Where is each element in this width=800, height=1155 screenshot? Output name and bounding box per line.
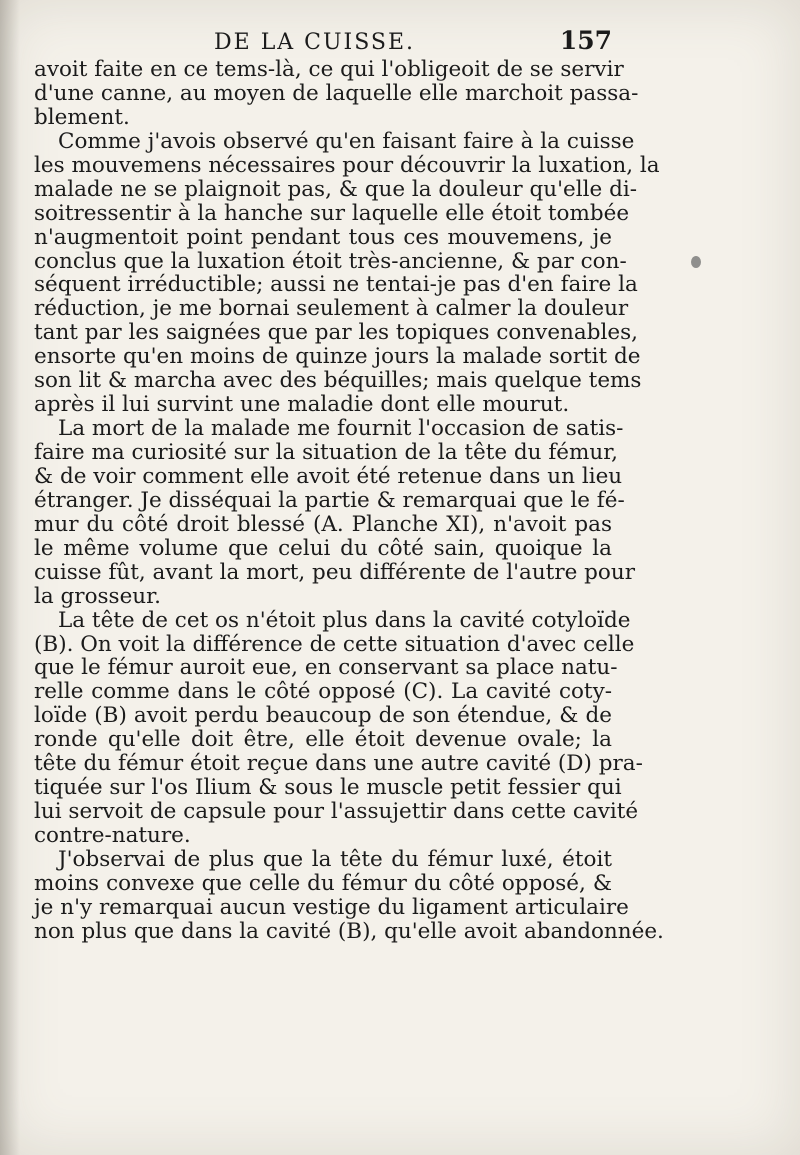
paragraph-first-line: J'observai de plus que la tête du fémur luxé, étoit [58, 846, 612, 872]
text-line: étranger. Je disséquai la partie & remarquai que le fé- [34, 487, 625, 513]
text-line: ensorte qu'en moins de quinze jours la malade sortit de [34, 344, 641, 370]
text-line: tête du fémur étoit reçue dans une autre cavité (D) pra- [34, 751, 643, 777]
text-line: malade ne se plaignoit pas, & que la douleur qu'elle di- [34, 176, 637, 202]
text-line: blement. [34, 104, 130, 130]
text-line: moins convexe que celle du fémur du côté opposé, & [34, 870, 612, 896]
text-line: contre-nature. [34, 823, 191, 848]
text-line: (B). On voit la différence de cette situation d'avec celle [34, 631, 635, 657]
text-line: tant par les saignées que par les topiques convenables, [34, 320, 638, 346]
text-line: soitressentir à la hanche sur laquelle elle étoit tombée [34, 200, 630, 226]
paragraph-first-line: Comme j'avois observé qu'en faisant faire à la cuisse [58, 128, 635, 154]
text-line: mur du côté droit blessé (A. Planche XI), n'avoit pas [34, 511, 612, 537]
text-line: son lit & marcha avec des béquilles; mais quelque tems [34, 368, 642, 394]
running-head: DE LA CUISSE. [214, 30, 416, 55]
text-line: conclus que la luxation étoit très-ancienne, & par con- [34, 248, 627, 274]
page-number: 157 [559, 26, 612, 55]
paragraph-first-line: La mort de la malade me fournit l'occasion de satis- [58, 416, 624, 442]
gutter-shadow [0, 0, 20, 1155]
page-header [34, 20, 612, 60]
text-line: le même volume que celui du côté sain, quoique la [34, 535, 612, 561]
text-line: cuisse fût, avant la mort, peu différente de l'autre pour [34, 559, 635, 585]
body-text [34, 57, 664, 944]
text-line: avoit faite en ce tems-là, ce qui l'obligeoit de se servir [34, 57, 624, 82]
text-line: la grosseur. [34, 583, 161, 609]
text-line: d'une canne, au moyen de laquelle elle marchoit passa- [34, 80, 639, 106]
text-line: séquent irréductible; aussi ne tentai-je pas d'en faire la [34, 272, 638, 298]
text-line: & de voir comment elle avoit été retenue dans un lieu [34, 463, 623, 489]
text-line: tiquée sur l'os Ilium & sous le muscle petit fessier qui [34, 775, 622, 801]
text-line: relle comme dans le côté opposé (C). La cavité coty- [34, 679, 612, 705]
text-line: les mouvemens nécessaires pour découvrir la luxation, la [34, 152, 660, 178]
ink-speck [691, 256, 701, 268]
text-line: faire ma curiosité sur la situation de la tête du fémur, [34, 440, 619, 465]
text-line: réduction, je me bornai seulement à calmer la douleur [34, 296, 629, 322]
text-line: non plus que dans la cavité (B), qu'elle avoit abandonnée. [34, 918, 664, 944]
text-line: loïde (B) avoit perdu beaucoup de son étendue, & de [34, 703, 612, 729]
text-line: ronde qu'elle doit être, elle étoit devenue ovale; la [34, 727, 612, 753]
text-line: que le fémur auroit eue, en conservant sa place natu- [34, 655, 618, 681]
text-line: après il lui survint une maladie dont elle mourut. [34, 392, 570, 418]
text-line: n'augmentoit point pendant tous ces mouvemens, je [34, 224, 612, 250]
text-line: lui servoit de capsule pour l'assujettir dans cette cavité [34, 799, 639, 825]
text-line: je n'y remarquai aucun vestige du ligament articulaire [34, 894, 629, 920]
paragraph-first-line: La tête de cet os n'étoit plus dans la cavité cotyloïde [58, 607, 631, 633]
